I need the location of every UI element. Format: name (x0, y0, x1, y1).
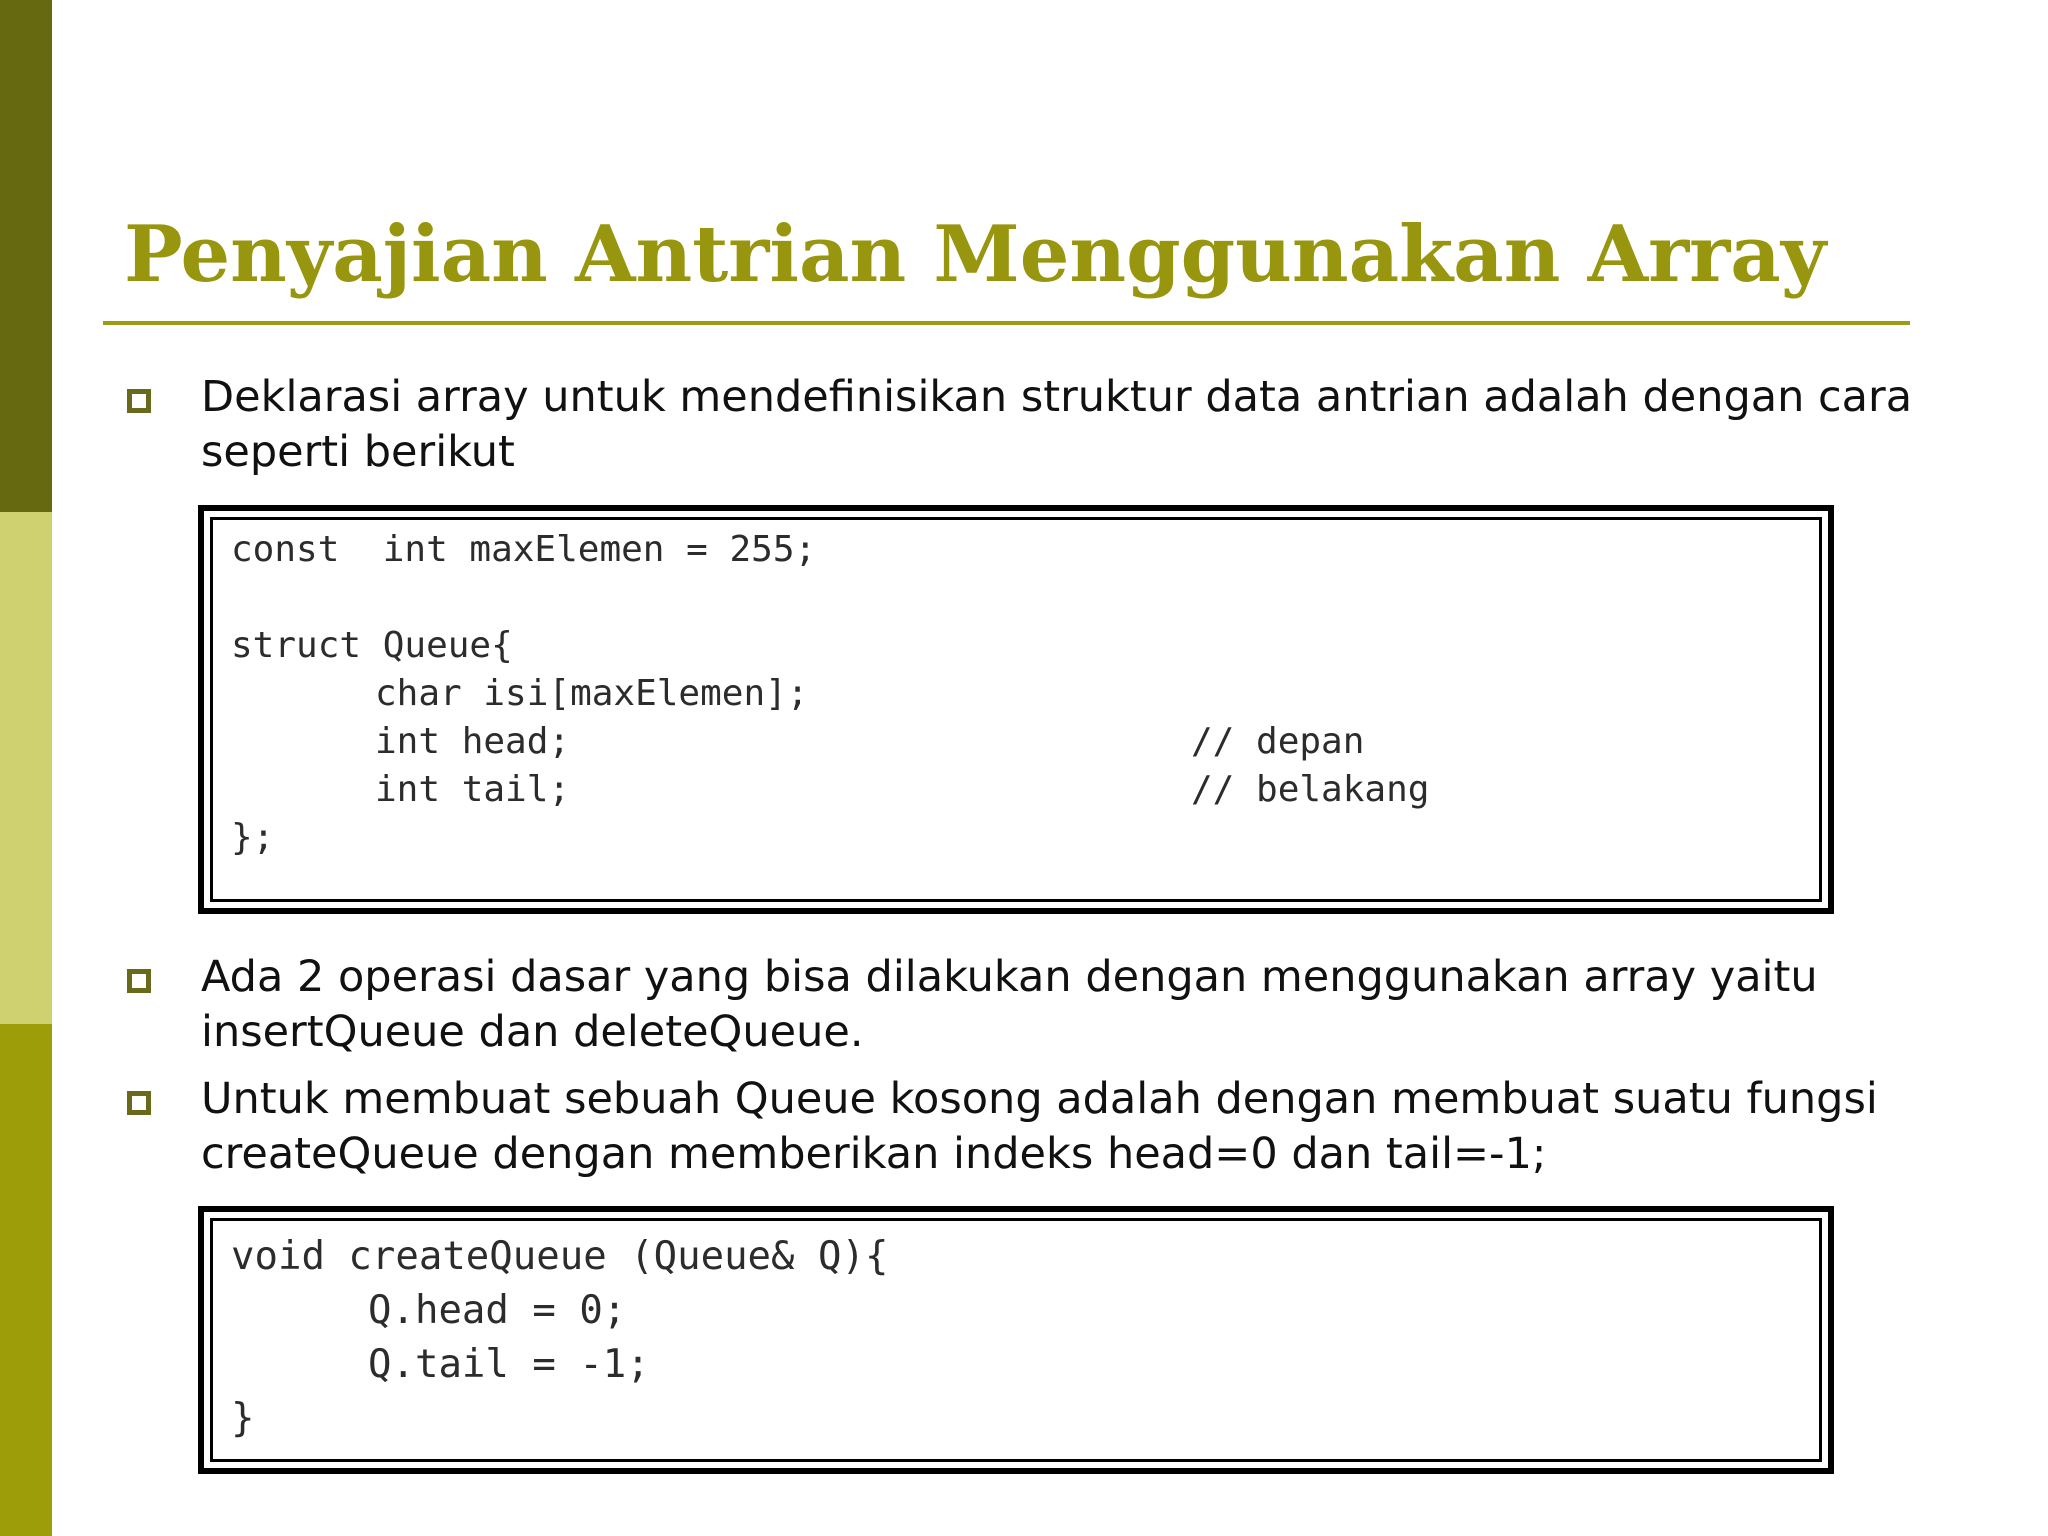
code-line: const int maxElemen = 255; (231, 529, 817, 570)
title-underline (103, 321, 1910, 325)
code-line: }; (231, 817, 275, 858)
code-line: int tail; (375, 769, 571, 810)
bullet-text: Deklarasi array untuk mendefinisikan struktur data antrian adalah dengan cara seperti berikut (201, 372, 1913, 477)
square-bullet-icon (127, 389, 151, 413)
bullet-text: Untuk membuat sebuah Queue kosong adalah dengan membuat suatu fungsi createQueue dengan memberikan indeks head=0 dan tail=-1; (201, 1074, 1878, 1179)
side-band-middle (0, 512, 52, 1024)
code-line: struct Queue{ (231, 625, 513, 666)
square-bullet-icon (127, 969, 151, 993)
code-line: char isi[maxElemen]; (375, 673, 809, 714)
code-comment: // belakang (1191, 769, 1430, 810)
code-line: Q.head = 0; (368, 1288, 627, 1333)
code-line: } (231, 1396, 255, 1441)
code-comment: // depan (1191, 721, 1365, 762)
side-band-bottom (0, 1024, 52, 1536)
side-band-top (0, 0, 52, 512)
slide-title: Penyajian Antrian Menggunakan Array (124, 209, 1827, 300)
bullet-text: Ada 2 operasi dasar yang bisa dilakukan dengan menggunakan array yaitu insertQueue dan deleteQueue. (201, 952, 1818, 1057)
code-box-inner (210, 517, 1822, 902)
code-line: void createQueue (Queue& Q){ (231, 1234, 889, 1279)
code-line: Q.tail = -1; (368, 1342, 650, 1387)
square-bullet-icon (127, 1091, 151, 1115)
code-box-inner (210, 1218, 1822, 1462)
code-line: int head; (375, 721, 571, 762)
code-box-create-queue (198, 1206, 1834, 1474)
code-box-declaration (198, 505, 1834, 914)
